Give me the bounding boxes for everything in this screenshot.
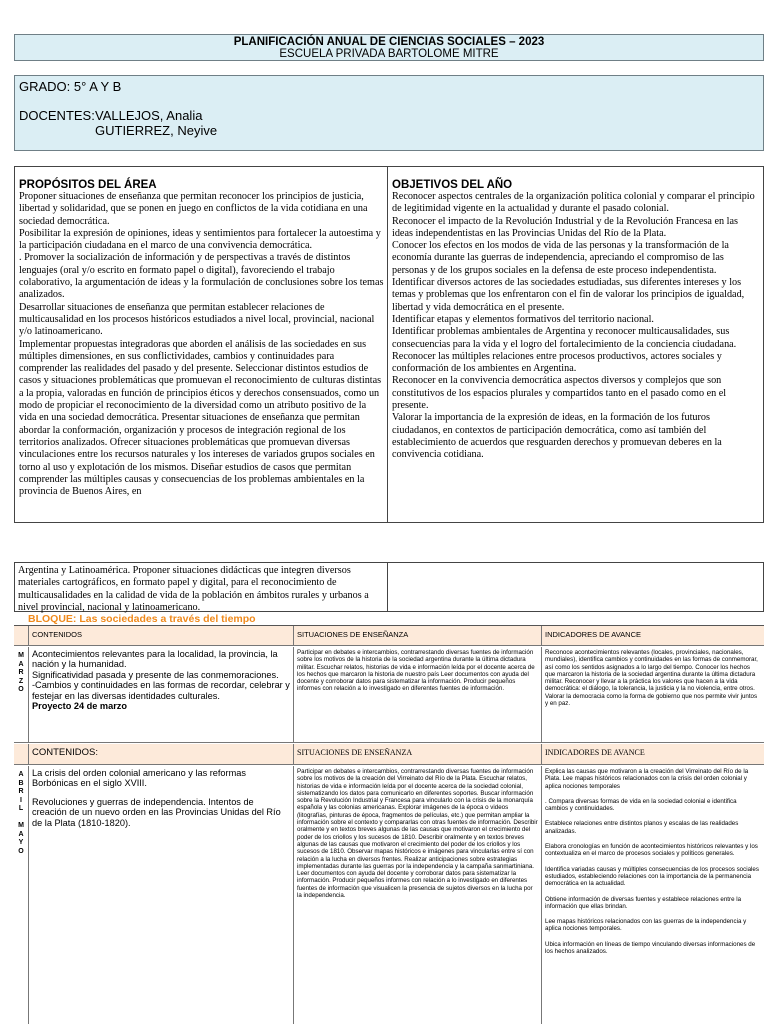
proposito-paragraph: Implementar propuestas integradoras que aborden el análisis de las sociedades en sus múltiples dimensiones, en sus conflictividades, cambios y continuidades para comprender las realidades del pasado y del presente. Seleccionar distintos estudios de casos y situaciones problemáticas que promuevan el reconocimiento de culturas distintas a la propia, valoradas en función de principios éticos y derechos consensuados, como un modo de propiciar el reconocimiento de la diversidad como un atributo positivo de la vida en una sociedad democrática. Presentar situaciones de enseñanza que permitan abordar la conformación, organización y procesos de integración regional de los territorios analizados. Ofrecer situaciones problemáticas que promuevan diversas vinculaciones entre los recursos naturales y los intereses de variados grupos sociales en torno al uso y explotación de los mismos. Diseñar estudios de casos que permitan comprender las múltiples causas y consecuencias de los problemas ambientales en la provincia de Buenos Aires, en	[19, 338, 382, 498]
docente-1: VALLEJOS, Analia	[95, 108, 203, 123]
contenidos-cell	[29, 647, 294, 742]
month-letter: L	[18, 805, 24, 812]
propositos-continuation-table	[14, 562, 764, 612]
propositos-continuation: Argentina y Latinoamérica. Proponer situaciones didácticas que integren diversos materiales cartográficos, en formato papel y digital, para el reconocimiento de multicausalidades en la calidad de vida de la población en ámbitos rurales y urbanos a nivel provincial, nacional y latinoamericano.	[15, 563, 388, 611]
row2-abril-mayo	[14, 766, 764, 1024]
propositos-objetivos-table	[14, 166, 764, 523]
objetivos-title: OBJETIVOS DEL AÑO	[392, 179, 513, 191]
objetivo-paragraph: Reconocer aspectos centrales de la organización política colonial y comparar el principio de legitimidad vigente en la actualidad y durante el pasado colonial.	[392, 191, 755, 215]
indicador-item: Ubica información en líneas de tiempo vinculando diversas informaciones de los hechos analizados.	[545, 940, 756, 956]
contenido-item: Revoluciones y guerras de independencia. Intentos de creación de un nuevo orden en las Provincias Unidas del Río de la Plata (1810-1820).	[32, 796, 281, 828]
header-situaciones: SITUACIONES DE ENSEÑANZA	[294, 744, 542, 764]
month-letter: M	[18, 652, 24, 659]
month-letter: Z	[18, 677, 24, 685]
month-abril-mayo	[14, 766, 29, 1024]
indicador-item: Lee mapas históricos relacionados con las guerras de la independencia y aplica nociones temporales.	[545, 918, 747, 933]
month-letter: M	[18, 822, 24, 829]
header-indicadores: INDICADORES DE AVANCE	[542, 626, 764, 645]
row1-header	[14, 626, 764, 646]
month-letter: O	[18, 847, 24, 855]
month-letter: A	[18, 830, 24, 838]
month-letter: B	[18, 779, 24, 787]
header-spacer	[14, 744, 29, 764]
bloque-title: BLOQUE: Las sociedades a través del tiempo	[28, 613, 256, 625]
proyecto-label: Proyecto 24 de marzo	[32, 701, 127, 712]
situaciones-cell: Participar en debates e intercambios, contrarrestando diversas fuentes de información sobre los motivos de la historia de la sociedad argentina durante la última dictadura militar. Escuchar relatos, historias de vida e información leída por el docente acerca de los hechos que marcaron la historia de nuestro país Leer documentos con ayuda del docente y corroborar datos para sistematizar la información. Producir pequeños informes con relación a lo investigado en diferentes fuentes de información.	[294, 647, 542, 742]
objetivo-paragraph: Valorar la importancia de la expresión de ideas, en la formación de los futuros ciudadanos, en contextos de participación democrática, como así también del establecimiento de acuerdos que resguarden derechos y promuevan deberes en la convivencia cotidiana.	[392, 412, 722, 461]
indicador-item: Explica las causas que motivaron a la creación del Virreinato del Río de la Plata. Lee mapas históricos relacionados con la crisis del orden colonial y aplica nociones temporales	[545, 768, 749, 790]
row1-marzo	[14, 647, 764, 743]
info-box	[14, 75, 764, 151]
contenido-item: Significatividad pasada y presente de las conmemoraciones.	[32, 669, 279, 680]
empty-cell	[388, 563, 394, 611]
indicador-item: Identifica variadas causas y múltiples consecuencias de los procesos sociales estudiados, estableciendo relaciones con la importancia de la permanencia democrática en la actualidad.	[545, 865, 759, 888]
header-contenidos: CONTENIDOS:	[29, 744, 294, 764]
proposito-paragraph: Desarrollar situaciones de enseñanza que permitan establecer relaciones de multicausalidad en los procesos históricos estudiados a nivel local, provincial, nacional y/o latinoamericano.	[19, 301, 375, 338]
month-letter: R	[18, 788, 24, 795]
situaciones-cell: Participar en debates e intercambios, contrarrestando diversas fuentes de información sobre los motivos de la creación del Virreinato del Río de la Plata. Escuchar relatos, historias de vida e información leída por el docente acerca de la sociedad colonial, sistematizando los datos para comunicarlo en diferentes soportes. Buscar información sobre la Revolución Industrial y Francesa para vincularlo con la crisis de la monarquía española y las colonias americanas. Explorar imágenes de la época o videos (litografías, pinturas de época, fragmentos de películas, etc.) que permitan ampliar la información sobre el contexto y compararlas con otras fuentes de información. Describir oralmente y en textos breves algunas de las causas que motivaron el crecimiento del poder de los criollos y los sucesos de 1810. Describir oralmente y en textos breves algunas de las causas que motivaron el crecimiento del poder de los criollos y los sucesos de 1810. Observar mapas históricos e imágenes para vincularlas entre sí con relación a la lucha en diversos frentes. Realizar anticipaciones sobre estrategias implementadas durante las guerras por la independencia y la campaña sanmartiniana. Leer documentos con ayuda del docente y corroborar datos para sistematizar la información. Producir pequeños informes con relación a lo investigado en diferentes fuentes de información que visualicen la presencia de sujetos diversos en la lucha por la independencia.	[294, 766, 542, 1024]
propositos-title: PROPÓSITOS DEL ÁREA	[19, 179, 157, 191]
school-name: ESCUELA PRIVADA BARTOLOME MITRE	[279, 48, 499, 60]
contenido-item: Acontecimientos relevantes para la localidad, la provincia, la nación y la humanidad.	[32, 649, 278, 670]
objetivo-paragraph: Reconocer en la convivencia democrática aspectos diversos y complejos que son constitutivos de los espacios plurales y compartidos tanto en el pasado como en el presente.	[392, 375, 727, 412]
month-letter: I	[20, 796, 22, 804]
docentes-row	[19, 108, 759, 138]
month-marzo	[14, 647, 29, 742]
contenido-item: La crisis del orden colonial americano y las reformas Borbónicas en el siglo XVIII.	[32, 768, 246, 789]
proposito-paragraph: Posibilitar la expresión de opiniones, ideas y sentimientos para fortalecer la autoestima y la participación ciudadana en el marco de una convivencia democrática.	[19, 227, 381, 252]
header-contenidos: CONTENIDOS	[29, 626, 294, 645]
month-letter: Y	[18, 839, 24, 846]
month-letter: O	[18, 686, 24, 693]
objetivo-paragraph: Identificar diversos actores de las sociedades estudiadas, sus diferentes intereses y los temas y problemas que los enfrentaron con el fin de valorar los principios de igualdad, libertad y vida democrática en el presente.	[392, 277, 745, 313]
indicador-item: . Compara diversas formas de vida en la sociedad colonial e identifica cambios y continuidades.	[545, 797, 737, 813]
docentes-names	[95, 108, 217, 138]
objetivo-paragraph: Conocer los efectos en los modos de vida de las personas y la transformación de la economía durante las guerras de independencia, apreciando el compromiso de las personas y de los grupos sociales en la defensa de este proceso independentista.	[392, 240, 729, 276]
indicadores-cell	[542, 766, 764, 1024]
docente-2: GUTIERREZ, Neyive	[95, 123, 218, 138]
objetivo-paragraph: Reconocer el impacto de la Revolución Industrial y de la Revolución Francesa en las ideas independentistas en las Provincias Unidas del Río de la Plata.	[392, 215, 738, 239]
contenido-item: -Cambios y continuidades en las formas de recordar, celebrar y festejar en las diversas identidades culturales.	[32, 680, 290, 701]
proposito-paragraph: . Promover la socialización de información y de perspectivas a través de distintos lenguajes (oral y/o escrito en formato papel o digital), favoreciendo el trabajo colaborativo, la argumentación de ideas y la formulación de conclusiones sobre los temas analizados.	[19, 252, 384, 301]
objetivo-paragraph: Identificar problemas ambientales de Argentina y reconocer multicausalidades, sus consecuencias para la vida y el logro del fortalecimiento de la conciencia ciudadana. Reconocer las múltiples relaciones entre procesos productivos, actores sociales y conformación de los ambientes en Argentina.	[392, 326, 737, 375]
document-title-box	[14, 34, 764, 61]
contenidos-cell	[29, 766, 294, 1024]
header-spacer	[14, 626, 29, 645]
indicador-item: Establece relaciones entre distintos planos y escalas de las realidades analizadas.	[545, 820, 739, 835]
month-letter: A	[18, 660, 24, 668]
header-situaciones: SITUACIONES DE ENSEÑANZA	[294, 626, 542, 645]
planning-grid	[14, 625, 764, 1024]
grado-label: GRADO: 5° A Y B	[19, 79, 122, 94]
docentes-label: DOCENTES:	[19, 108, 95, 123]
row2-header	[14, 744, 764, 765]
indicador-item: Elabora cronologías en función de acontecimientos históricos relevantes y los contextualiza en el marco de procesos sociales y políticos generales.	[545, 843, 758, 858]
indicadores-cell: Reconoce acontecimientos relevantes (locales, provinciales, nacionales, mundiales), identifica cambios y continuidades en las formas de conmemorar, así como los sentidos asignados a lo largo del tiempo. Conocer los hechos que marcaron la historia de la sociedad argentina durante la última dictadura militar. Reconocer y llevar a la práctica los valores que hacen a la vida democrática: el diálogo, la tolerancia, la justicia y la no violencia, entre otros. Valorar la democracia como la forma de gobierno que nos permite vivir juntos y en paz.	[545, 649, 758, 708]
header-indicadores: INDICADORES DE AVANCE	[542, 744, 764, 764]
proposito-paragraph: Proponer situaciones de enseñanza que permitan reconocer los principios de justicia, libertad y solidaridad, que se ponen en juego en conflictos de la vida cotidiana en una sociedad democrática.	[19, 191, 368, 227]
document-title: PLANIFICACIÓN ANUAL DE CIENCIAS SOCIALES – 2023	[233, 36, 545, 48]
objetivo-paragraph: Identificar etapas y elementos formativos del territorio nacional.	[392, 313, 654, 325]
month-letter: A	[18, 771, 24, 778]
indicador-item: Obtiene información de diversas fuentes y establece relaciones entre la información que ellas brindan.	[545, 895, 742, 910]
month-letter: R	[18, 669, 24, 676]
propositos-column	[15, 167, 388, 522]
objetivos-column	[388, 167, 763, 522]
